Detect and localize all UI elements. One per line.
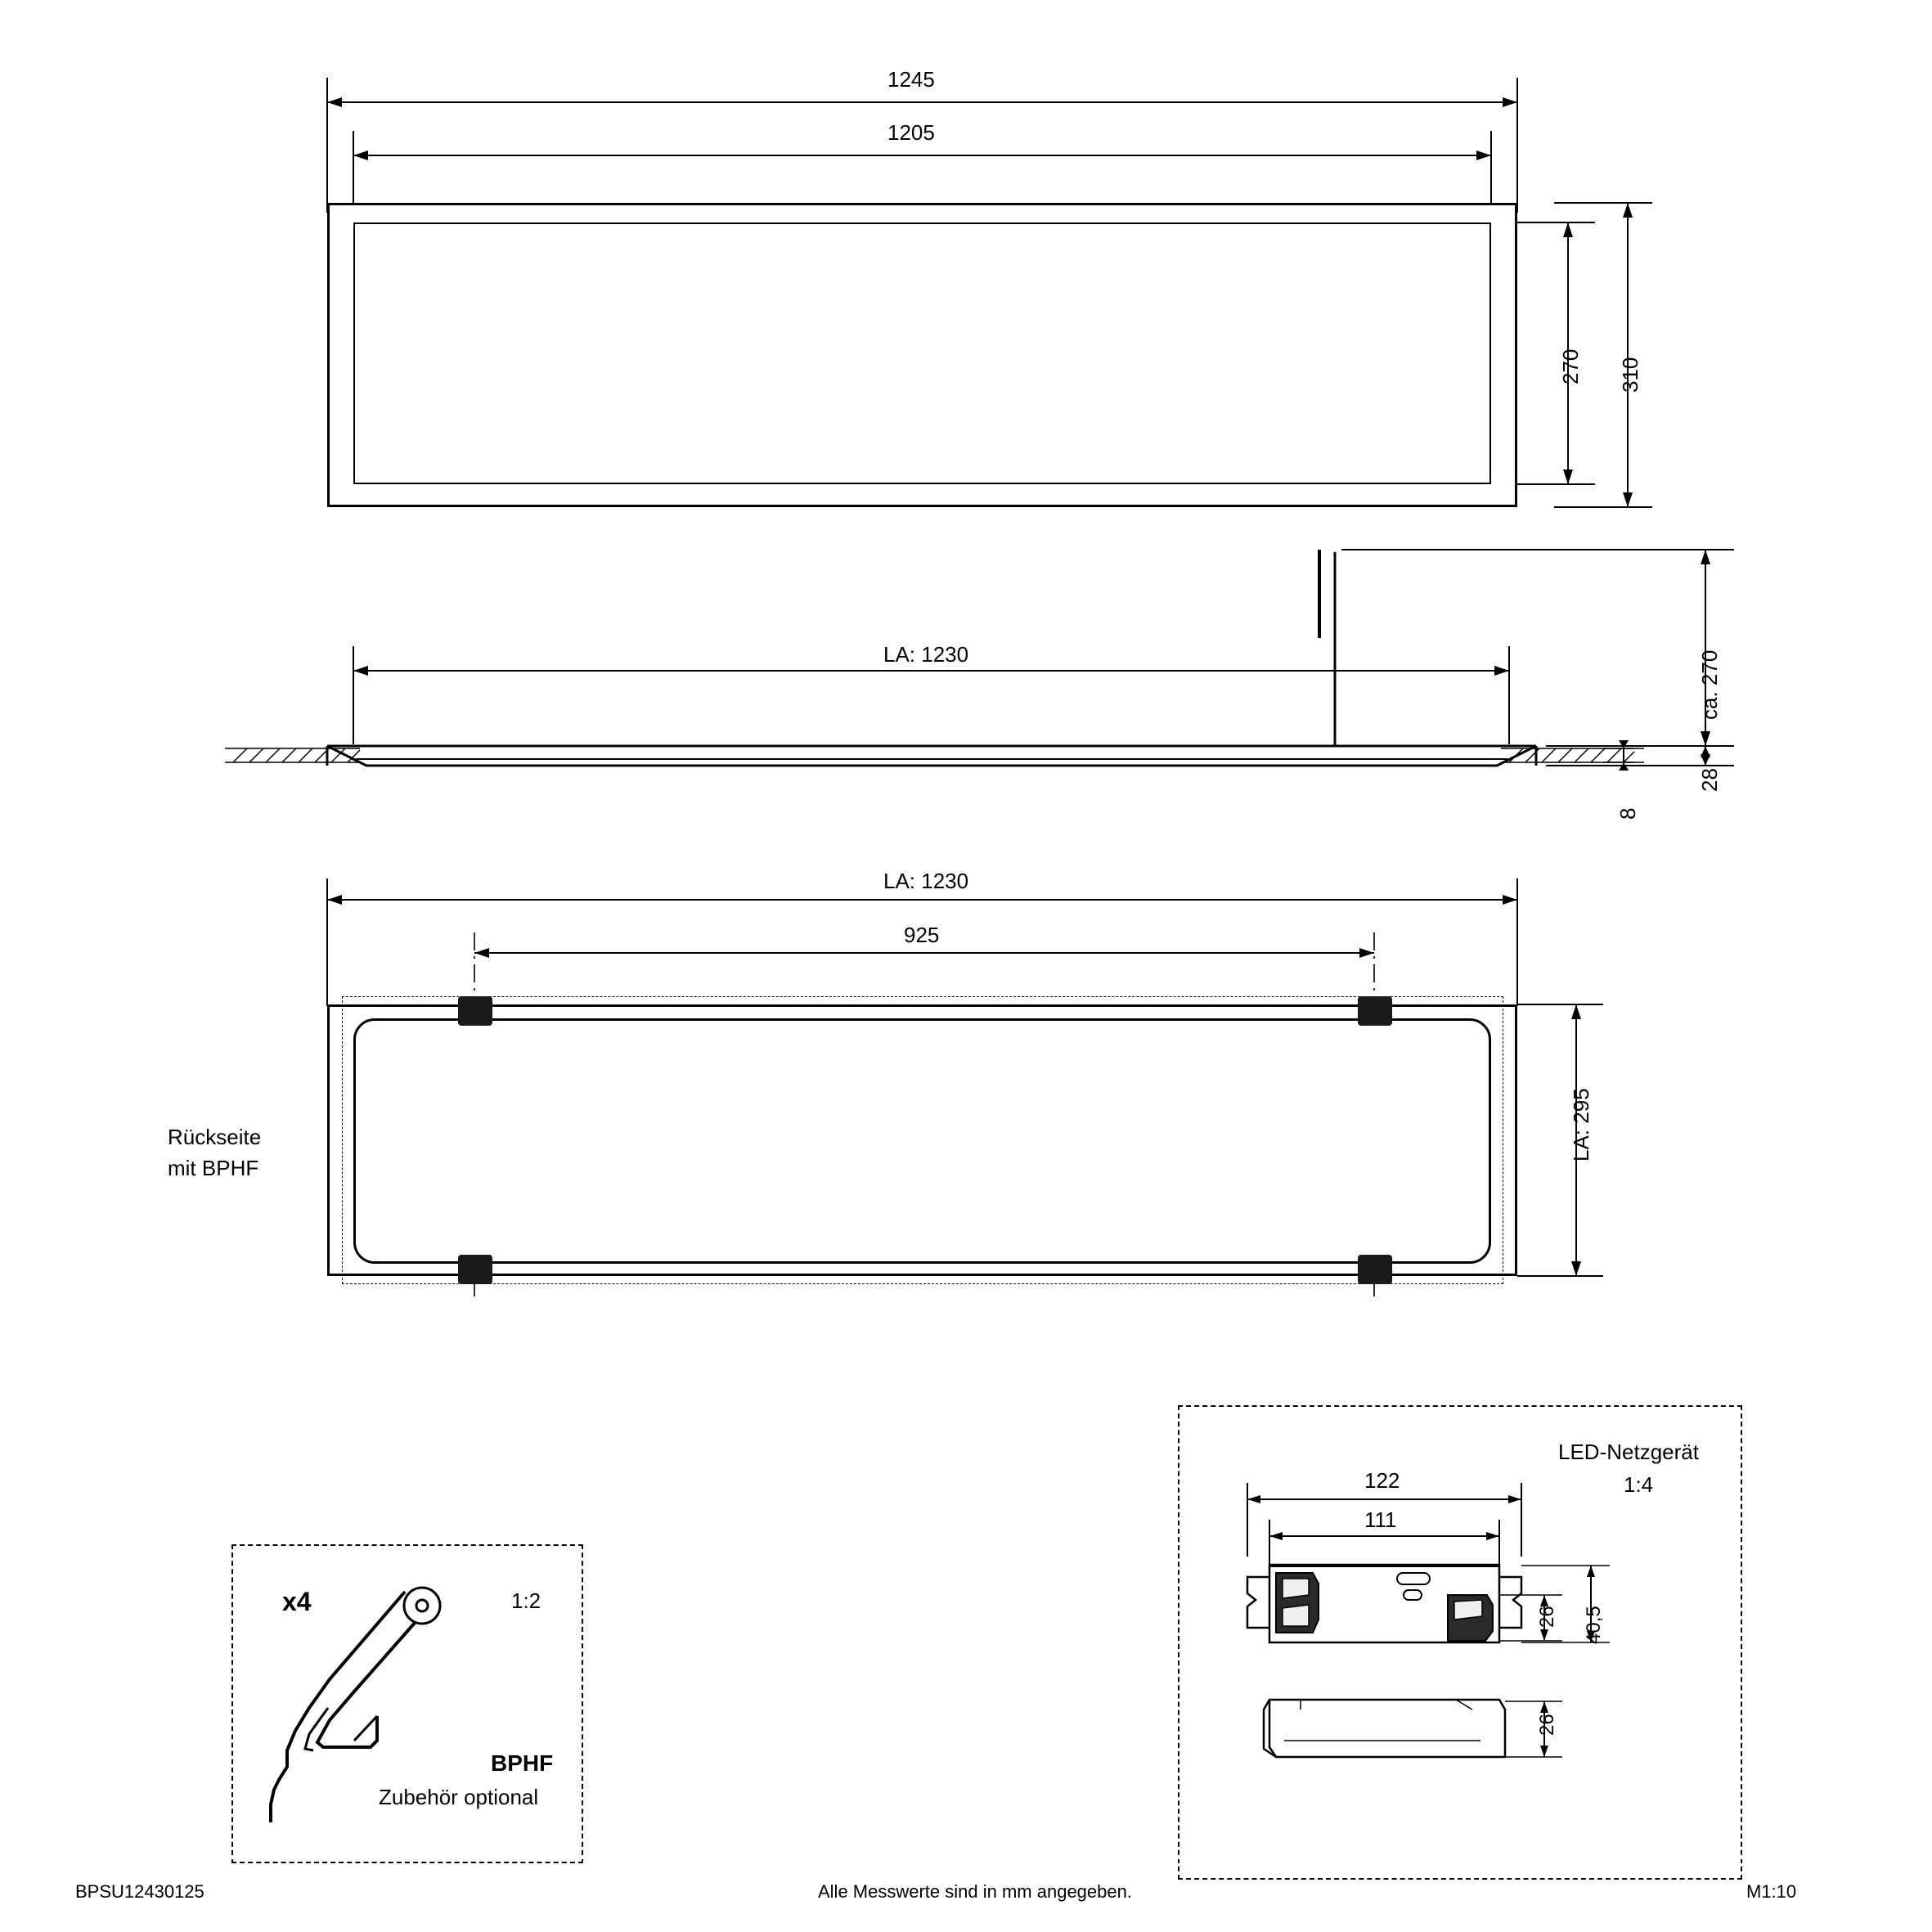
bracket-clip-top-right <box>1358 996 1392 1026</box>
side-la-width-label: LA: 1230 <box>883 642 969 667</box>
driver-length-outer-label: 122 <box>1364 1468 1400 1493</box>
back-view-caption-line1: Rückseite <box>168 1125 262 1149</box>
back-panel-inner-rounded <box>353 1018 1491 1264</box>
bracket-clip-bottom-left <box>458 1255 492 1284</box>
back-bracket-spacing-label: 925 <box>904 923 940 947</box>
front-outer-height-label: 310 <box>1618 357 1642 393</box>
footer-divider <box>74 1858 1858 1859</box>
side-flange-label: 8 <box>1615 807 1640 820</box>
units-note: Alle Messwerte sind in mm angegeben. <box>818 1881 1132 1902</box>
front-inner-height-label: 270 <box>1558 348 1583 384</box>
bphf-name-label: BPHF <box>491 1750 554 1776</box>
front-inner-width-label: 1205 <box>887 120 935 145</box>
bphf-note-label: Zubehör optional <box>379 1785 539 1809</box>
front-outer-width-label: 1245 <box>887 67 935 92</box>
back-view-caption-line2: mit BPHF <box>168 1156 259 1180</box>
back-la-width-label: LA: 1230 <box>883 869 969 893</box>
side-view-dimensions <box>0 573 1932 842</box>
driver-height-inner-label: 26 <box>1536 1606 1558 1628</box>
drawing-code: BPSU12430125 <box>75 1881 204 1902</box>
front-panel-inner <box>353 222 1491 484</box>
drawing-scale: M1:10 <box>1746 1881 1797 1902</box>
bphf-bracket-icon <box>231 1544 583 1863</box>
bphf-quantity-label: x4 <box>282 1587 312 1616</box>
driver-height-outer-label: 40,5 <box>1583 1606 1605 1644</box>
bphf-scale-label: 1:2 <box>511 1588 541 1613</box>
led-driver-scale: 1:4 <box>1624 1472 1654 1497</box>
driver-side-height-label: 26 <box>1536 1714 1558 1736</box>
bracket-clip-bottom-right <box>1358 1255 1392 1284</box>
driver-length-inner-label: 111 <box>1364 1507 1397 1532</box>
led-driver-title: LED-Netzgerät <box>1558 1440 1699 1464</box>
side-body-height-label: 28 <box>1697 768 1722 792</box>
side-height-above-label: ca. 270 <box>1697 649 1722 720</box>
back-la-height-label: LA: 295 <box>1569 1088 1593 1161</box>
led-driver-top-view <box>1178 1405 1742 1880</box>
bracket-clip-top-left <box>458 996 492 1026</box>
